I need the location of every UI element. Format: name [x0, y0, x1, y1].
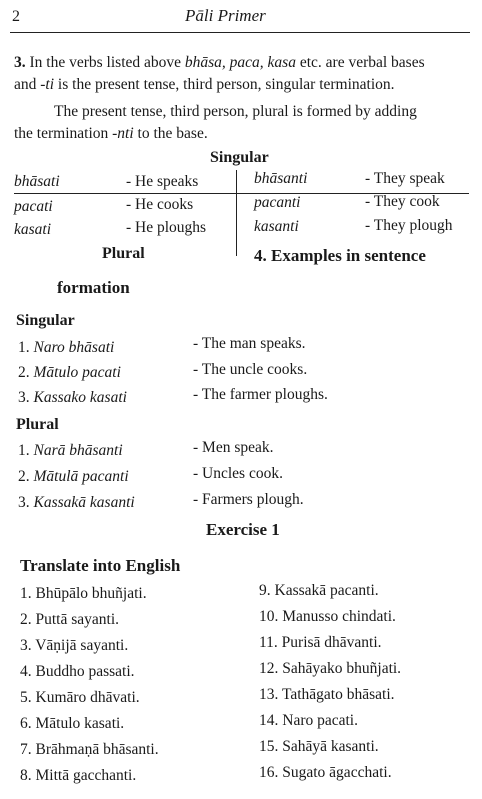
- english-translation: - The uncle cooks.: [193, 361, 308, 378]
- exercise-item: 12. Sahāyako bhuñjati.: [259, 660, 402, 677]
- exercise-item: 13. Tathāgato bhāsati.: [259, 686, 395, 703]
- p2-termination: -nti: [112, 125, 134, 142]
- english-translation: - Farmers plough.: [193, 491, 304, 508]
- table-singular-heading: Singular: [210, 149, 269, 166]
- exercise-item: 5. Kumāro dhāvati.: [20, 689, 140, 706]
- singular-meaning: - He cooks: [126, 196, 194, 213]
- exercise-item: 15. Sahāyā kasanti.: [259, 738, 379, 755]
- pali-sentence: Mātulo pacati: [33, 364, 121, 381]
- paragraph-3: [14, 52, 474, 96]
- singular-verb: pacati: [14, 198, 53, 215]
- p1-verb-bases: bhāsa, paca, kasa: [184, 54, 296, 71]
- item-number: 3.: [18, 389, 30, 406]
- exercise-item: 1. Bhūpālo bhuñjati.: [20, 585, 147, 602]
- p2-text-b: the termination: [14, 125, 113, 142]
- p1-text-d: and: [14, 76, 41, 93]
- exercise-item: 9. Kassakā pacanti.: [259, 582, 379, 599]
- item-number: 3.: [18, 494, 30, 511]
- pali-sentence: Mātulā pacanti: [33, 468, 129, 485]
- item-number: 2.: [18, 364, 30, 381]
- exercise-instruction: Translate into English: [20, 556, 181, 575]
- exercise-item: 4. Buddho passati.: [20, 663, 135, 680]
- item-number: 1.: [18, 339, 30, 356]
- examples-singular-label: Singular: [16, 312, 75, 329]
- plural-meaning: - They plough: [365, 217, 453, 234]
- exercise-item: 6. Mātulo kasati.: [20, 715, 125, 732]
- list-item: [18, 468, 129, 486]
- p1-text-c: etc. are verbal bases: [295, 54, 425, 71]
- exercise-item: 10. Manusso chindati.: [259, 608, 396, 625]
- singular-meaning: - He ploughs: [126, 219, 207, 236]
- item-number: 2.: [18, 468, 30, 485]
- p1-termination: -ti: [40, 76, 55, 93]
- examples-heading-continued: formation: [57, 278, 130, 297]
- pali-sentence: Naro bhāsati: [33, 339, 115, 356]
- exercise-item: 2. Puttā sayanti.: [20, 611, 120, 628]
- exercise-item: 16. Sugato āgacchati.: [259, 764, 392, 781]
- exercise-item: 11. Purisā dhāvanti.: [259, 634, 382, 651]
- running-title: Pāli Primer: [185, 6, 266, 25]
- p1-text-a: In the verbs listed above: [25, 54, 185, 71]
- singular-meaning: - He speaks: [126, 173, 199, 190]
- paragraph-plural-rule: [14, 101, 474, 145]
- plural-verb: kasanti: [254, 218, 299, 235]
- exercise-item: 8. Mittā gacchanti.: [20, 767, 137, 784]
- table-divider: [236, 170, 237, 256]
- english-translation: - The farmer ploughs.: [193, 386, 328, 403]
- singular-verb: bhāsati: [14, 173, 60, 190]
- list-item: [18, 389, 127, 407]
- p1-text-f: is the present tense, third person, singular termination.: [54, 76, 395, 93]
- plural-verb: pacanti: [254, 194, 301, 211]
- pali-sentence: Narā bhāsanti: [33, 442, 123, 459]
- english-translation: - Men speak.: [193, 439, 274, 456]
- list-item: [18, 364, 121, 382]
- english-translation: - Uncles cook.: [193, 465, 283, 482]
- header-rule: [10, 32, 470, 33]
- list-item: [18, 494, 135, 512]
- pali-sentence: Kassako kasati: [33, 389, 127, 406]
- singular-verb: kasati: [14, 221, 52, 238]
- pali-sentence: Kassakā kasanti: [33, 494, 135, 511]
- list-item: [18, 442, 123, 460]
- examples-plural-label: Plural: [16, 416, 59, 433]
- exercise-title: Exercise 1: [206, 520, 280, 539]
- exercise-item: 7. Brāhmaṇā bhāsanti.: [20, 741, 159, 758]
- table-plural-heading: Plural: [102, 245, 145, 262]
- list-item: [18, 339, 114, 357]
- exercise-item: 3. Vāṇijā sayanti.: [20, 637, 129, 654]
- plural-meaning: - They cook: [365, 193, 440, 210]
- page-number: 2: [12, 8, 20, 25]
- section-number: 3.: [14, 54, 26, 71]
- examples-heading: 4. Examples in sentence: [254, 246, 426, 265]
- p2-text-a: The present tense, third person, plural is formed by adding: [54, 103, 417, 120]
- p2-text-d: to the base.: [133, 125, 208, 142]
- plural-verb: bhāsanti: [254, 170, 308, 187]
- exercise-item: 14. Naro pacati.: [259, 712, 358, 729]
- item-number: 1.: [18, 442, 30, 459]
- english-translation: - The man speaks.: [193, 335, 306, 352]
- plural-meaning: - They speak: [365, 170, 445, 187]
